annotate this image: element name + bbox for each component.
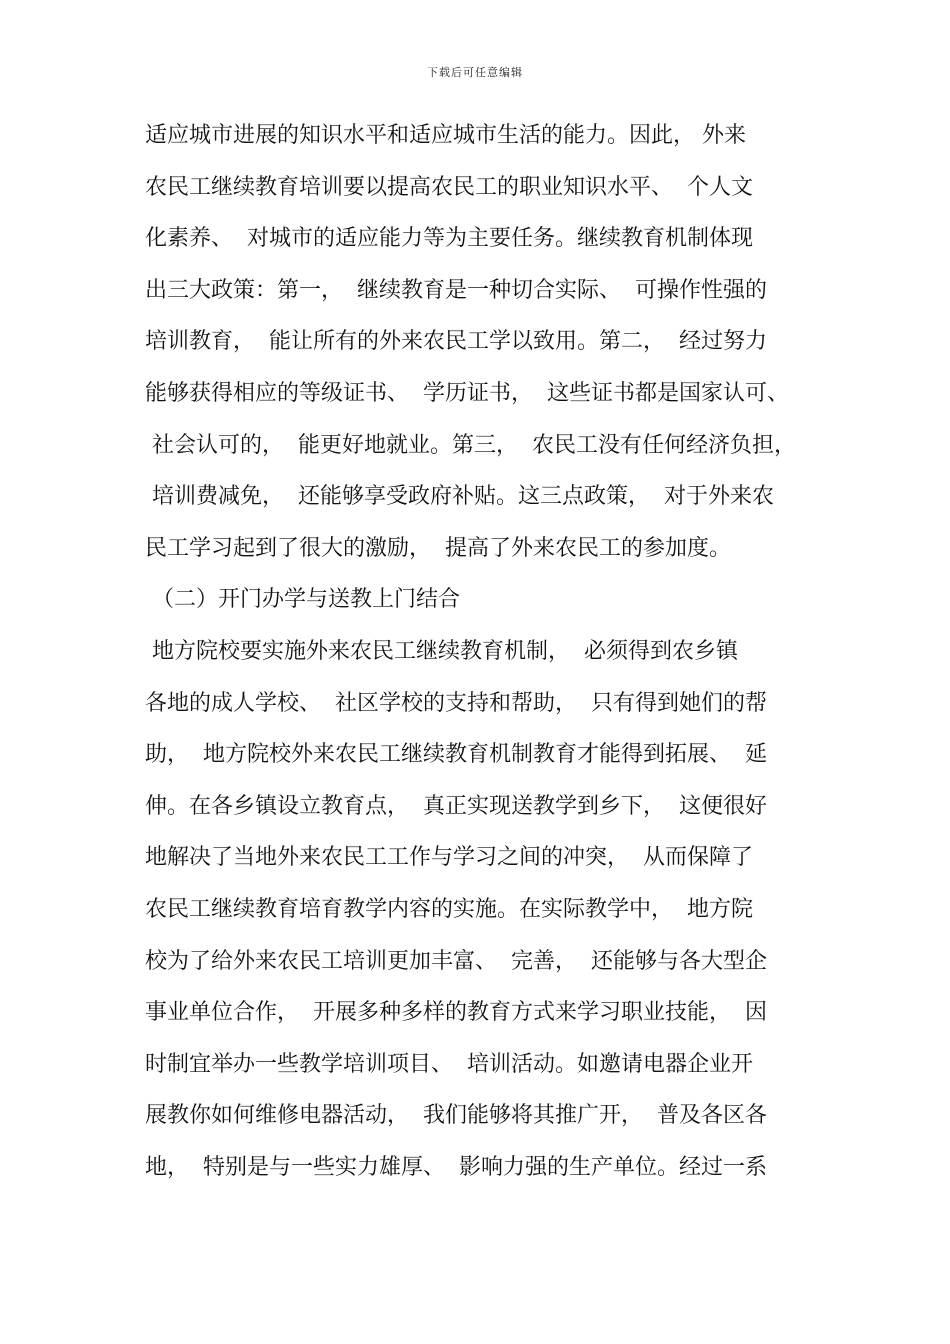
body-text [145, 110, 805, 1193]
text-line: 能够获得相应的等级证书、 学历证书， 这些证书都是国家认可、 [145, 380, 789, 406]
text-line: 民工学习起到了很大的激励， 提高了外来农民工的参加度。 [145, 535, 731, 561]
text-line: 化素养、 对城市的适应能力等为主要任务。继续教育机制体现 [145, 226, 753, 252]
text-line: 地方院校要实施外来农民工继续教育机制， 必须得到农乡镇 [145, 638, 738, 664]
page-header: 下载后可任意编辑 [427, 66, 523, 79]
text-line: 农民工继续教育培训要以提高农民工的职业知识水平、 个人文 [145, 174, 753, 200]
text-line: 培训教育， 能让所有的外来农民工学以致用。第二， 经过努力 [145, 329, 767, 355]
text-line: 出三大政策：第一， 继续教育是一种切合实际、 可操作性强的 [145, 277, 767, 303]
text-line: 农民工继续教育培育教学内容的实施。在实际教学中， 地方院 [145, 896, 753, 922]
text-line: 助， 地方院校外来农民工继续教育机制教育才能得到拓展、 延 [145, 742, 767, 768]
text-line: 时制宜举办一些教学培训项目、 培训活动。如邀请电器企业开 [145, 1051, 753, 1077]
section-heading: （二）开门办学与送教上门结合 [145, 587, 460, 613]
text-line: 地， 特别是与一些实力雄厚、 影响力强的生产单位。经过一系 [145, 1154, 767, 1180]
text-line: 各地的成人学校、 社区学校的支持和帮助， 只有得到她们的帮 [145, 690, 767, 716]
text-line: 社会认可的， 能更好地就业。第三， 农民工没有任何经济负担， [145, 432, 796, 458]
text-line: 校为了给外来农民工培训更加丰富、 完善， 还能够与各大型企 [145, 948, 767, 974]
text-line: 展教你如何维修电器活动， 我们能够将其推广开， 普及各区各 [145, 1103, 767, 1129]
text-line: 地解决了当地外来农民工工作与学习之间的冲突， 从而保障了 [145, 845, 753, 871]
text-line: 伸。在各乡镇设立教育点， 真正实现送教学到乡下， 这便很好 [145, 793, 767, 819]
text-line: 事业单位合作， 开展多种多样的教育方式来学习职业技能， 因 [145, 1000, 767, 1026]
text-line: 适应城市进展的知识水平和适应城市生活的能力。因此， 外来 [145, 123, 746, 148]
text-line: 培训费减免， 还能够享受政府补贴。这三点政策， 对于外来农 [145, 484, 774, 510]
